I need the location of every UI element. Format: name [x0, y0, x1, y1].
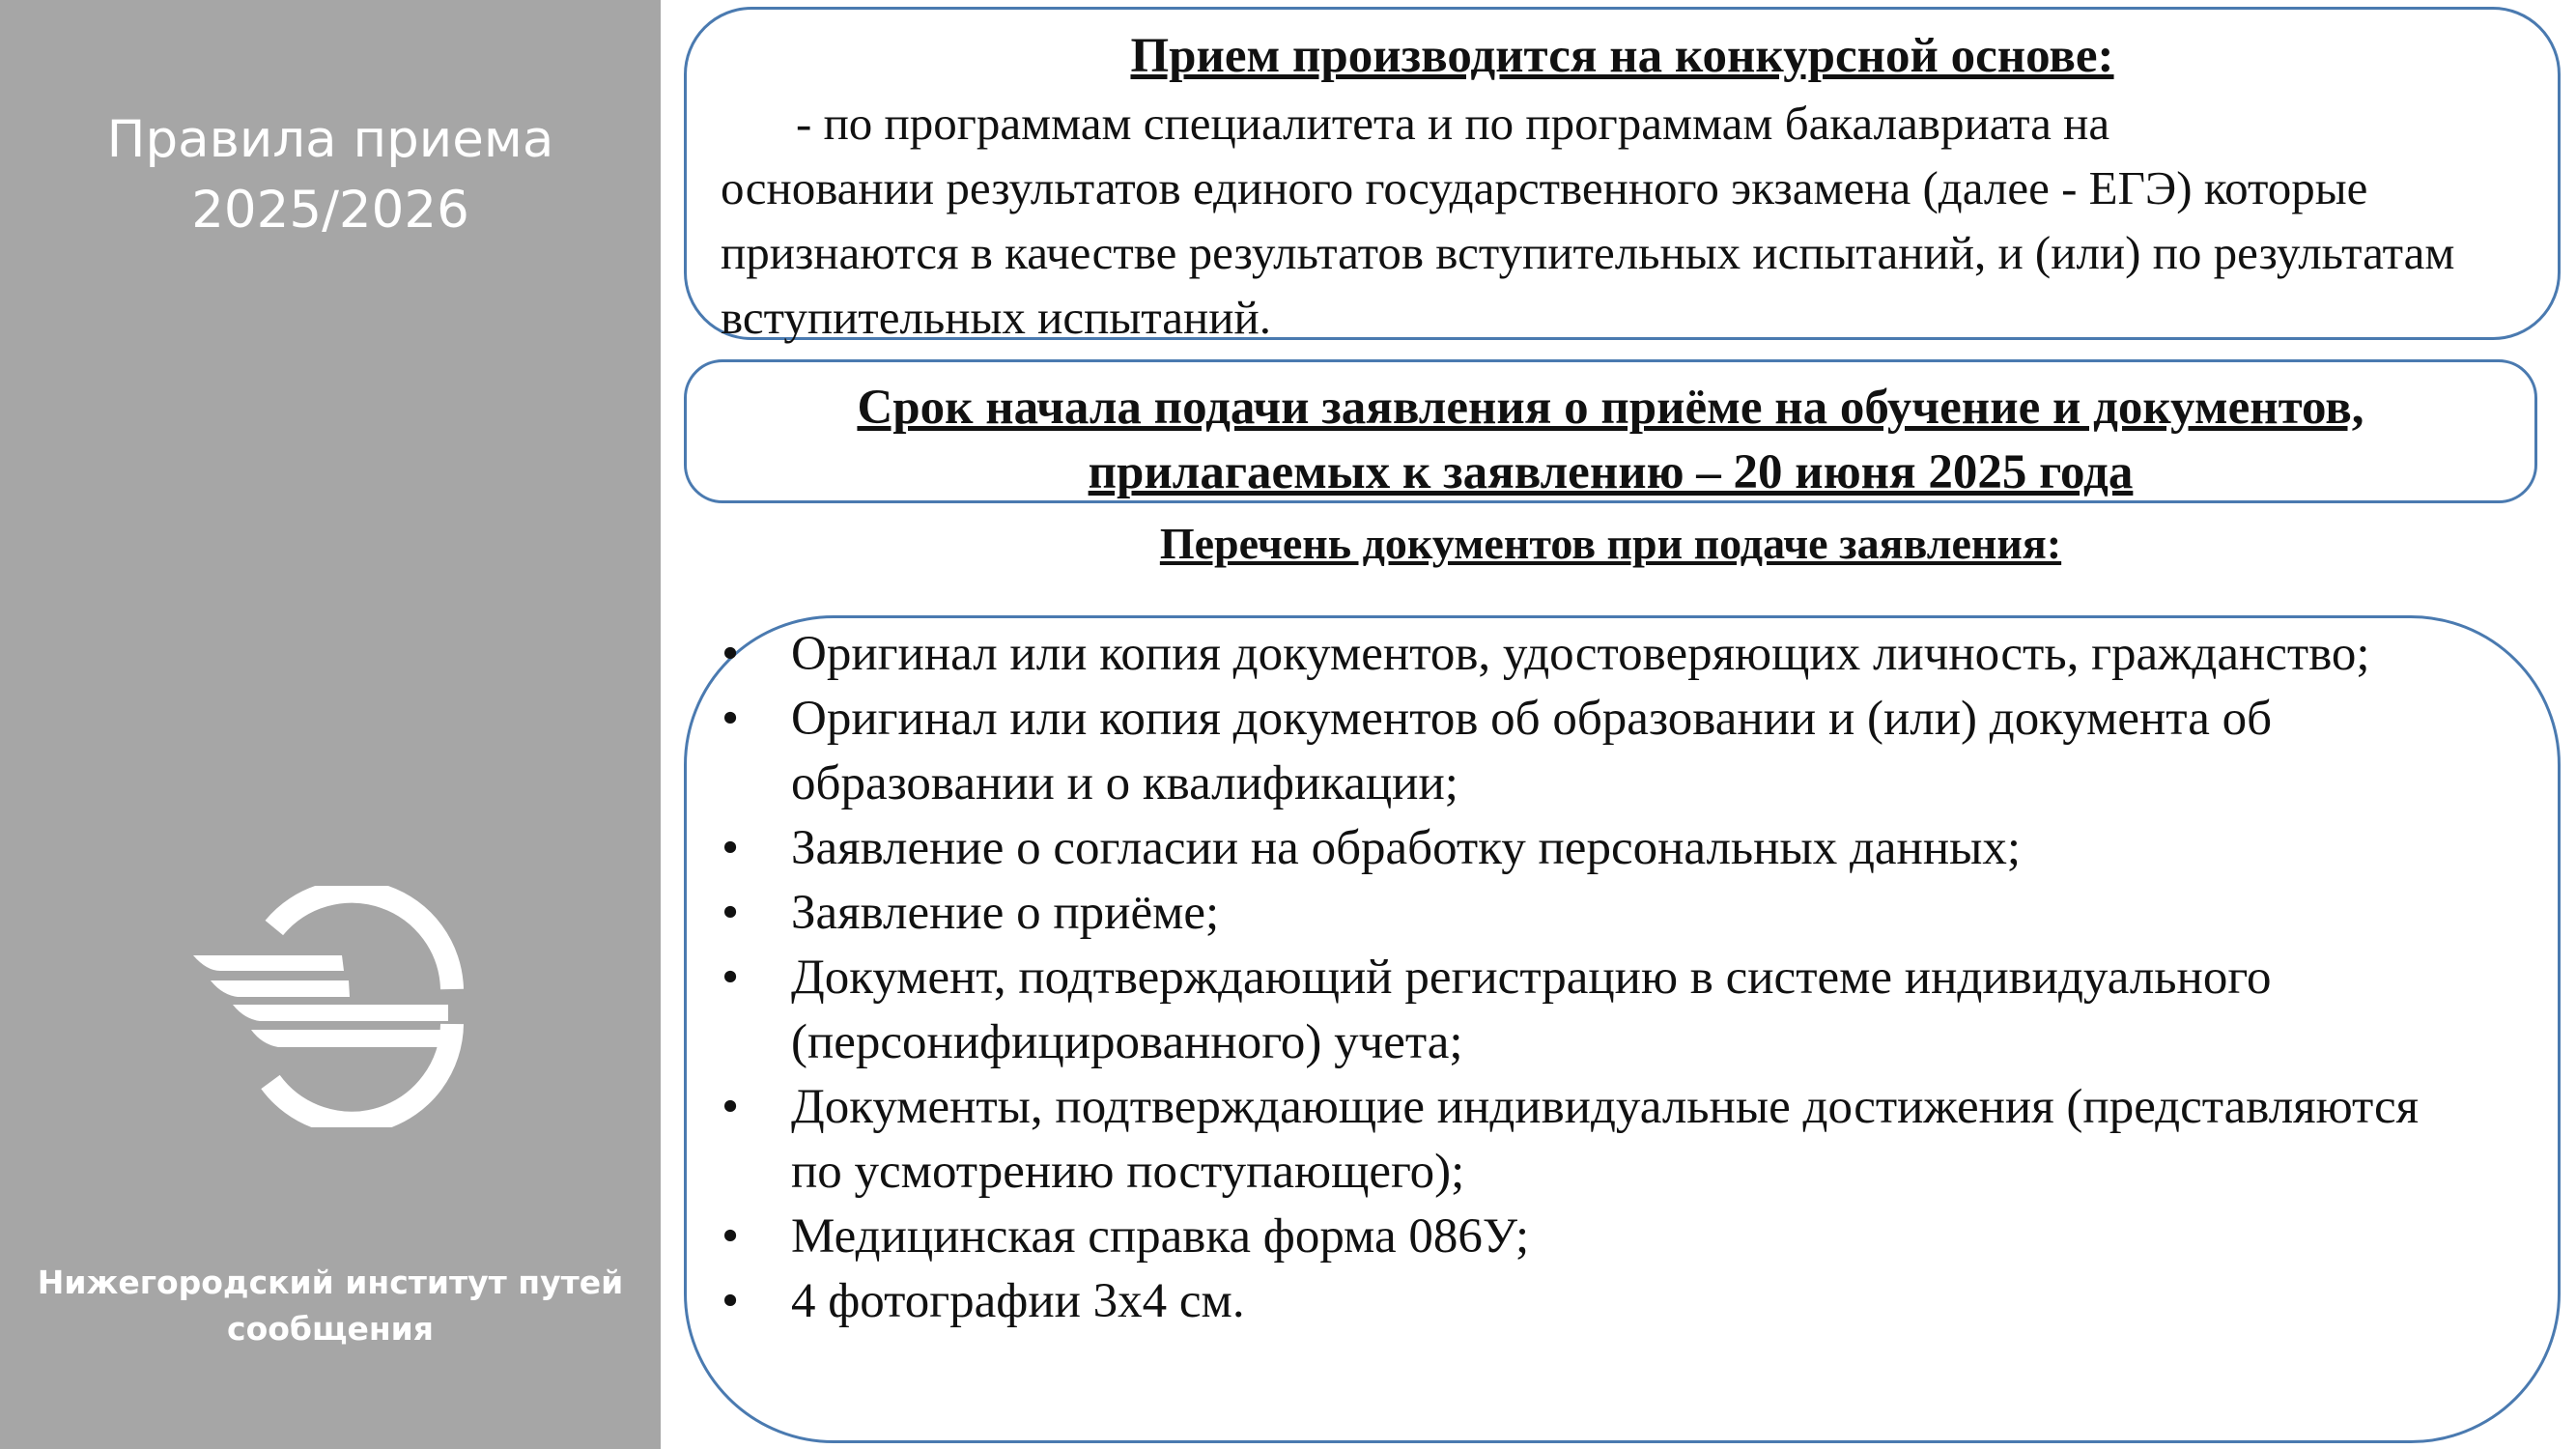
list-item: • Документы, подтверждающие индивидуальные достижения (представляются по усмотрению поступающего); — [711, 1075, 2478, 1205]
sidebar-title — [0, 104, 661, 245]
institute-name-line1: Нижегородский институт путей — [37, 1264, 624, 1301]
admission-basis-rest: основании результатов единого государственного экзамена (далее - ЕГЭ) которые признаются в качестве результатов вступительных испытаний, и (или) по результатам вступительных испытаний. — [721, 161, 2455, 344]
sidebar-title-line1: Правила приема — [106, 110, 554, 169]
admission-basis-heading: Прием производится на конкурсной основе: — [1130, 29, 2114, 83]
institute-logo-icon — [189, 886, 475, 1127]
sidebar — [0, 0, 661, 1449]
bullet-icon: • — [722, 951, 739, 1005]
deadline-text — [687, 376, 2534, 505]
bullet-icon: • — [722, 886, 739, 940]
admission-basis-line1: - по программам специалитета и по программам бакалавриата на — [796, 97, 2110, 150]
list-item: • Заявление о приёме; — [711, 881, 2478, 946]
list-item: • 4 фотографии 3х4 см. — [711, 1269, 2478, 1334]
list-item: • Медицинская справка форма 086У; — [711, 1205, 2478, 1269]
bullet-icon: • — [722, 692, 739, 746]
documents-heading: Перечень документов при подаче заявления: — [1159, 519, 2062, 568]
deadline-line1: Срок начала подачи заявления о приёме на обучение и документов, — [857, 381, 2364, 435]
bullet-icon: • — [722, 1274, 739, 1328]
deadline-line2: прилагаемых к заявлению – 20 июня 2025 года — [1088, 445, 2134, 499]
sidebar-footer — [0, 1260, 661, 1352]
bullet-icon: • — [722, 821, 739, 875]
documents-list — [711, 622, 2478, 1334]
bullet-icon: • — [722, 1209, 739, 1264]
institute-name-line2: сообщения — [227, 1310, 434, 1348]
list-item: • Оригинал или копия документов, удостоверяющих личность, гражданство; — [711, 622, 2478, 687]
deadline-box — [684, 359, 2537, 503]
list-item: • Оригинал или копия документов об образовании и (или) документа об образовании и о квалификации; — [711, 687, 2478, 816]
bullet-icon: • — [722, 627, 739, 681]
bullet-icon: • — [722, 1080, 739, 1134]
sidebar-title-line2: 2025/2026 — [191, 181, 469, 240]
list-item: • Заявление о согласии на обработку персональных данных; — [711, 816, 2478, 881]
documents-box — [684, 615, 2561, 1443]
list-item: • Документ, подтверждающий регистрацию в системе индивидуального (персонифицированного) учета; — [711, 946, 2478, 1075]
admission-basis-box — [684, 7, 2561, 344]
admission-basis-text — [721, 91, 2488, 350]
